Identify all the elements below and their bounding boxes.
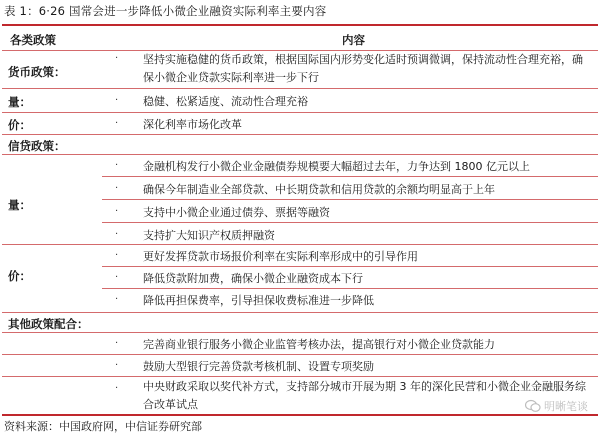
- row-rule: [2, 112, 598, 113]
- row-rule: [2, 312, 598, 313]
- header-policy-type: 各类政策: [10, 33, 56, 47]
- table-bottom-rule: [2, 414, 598, 416]
- row-rule: [2, 354, 598, 355]
- bullet: ·: [115, 160, 119, 171]
- bullet: ·: [115, 183, 119, 194]
- sub-row-rule: [102, 199, 598, 200]
- source-note: 资料来源：中国政府网，中信证券研究部: [4, 420, 202, 433]
- wechat-icon: [525, 399, 541, 413]
- watermark: [525, 398, 588, 414]
- sub-row-rule: [102, 266, 598, 267]
- row-rule: [2, 134, 598, 135]
- row-rule: [2, 154, 598, 155]
- bullet: ·: [115, 229, 119, 240]
- bullet: ·: [115, 294, 119, 305]
- table-title: 表 1：6·26 国常会进一步降低小微企业融资实际利率主要内容: [4, 4, 327, 18]
- category-monetary: 货币政策：: [8, 65, 66, 79]
- item-monetary-1: 坚持实施稳健的货币政策，根据国际国内形势变化适时预调微调，保持流动性合理充裕，确保小微企业贷款实际利率进一步下行: [143, 53, 583, 84]
- policy-table: [2, 24, 598, 414]
- row-rule: [2, 244, 598, 245]
- item-credit-price-1: 更好发挥贷款市场报价利率在实际利率形成中的引导作用: [143, 250, 418, 263]
- bullet: ·: [115, 338, 119, 349]
- table-header-row: [2, 28, 598, 50]
- sub-row-rule: [102, 288, 598, 289]
- category-other: 其他政策配合：: [8, 317, 89, 331]
- item-credit-quantity-1: 金融机构发行小微企业金融债券规模要大幅超过去年，力争达到 1800 亿元以上: [143, 160, 530, 173]
- watermark-text: 明晰笔谈: [544, 400, 588, 413]
- bullet: ·: [115, 250, 119, 261]
- category-monetary-price: 价：: [8, 118, 31, 132]
- sub-row-rule: [102, 176, 598, 177]
- sub-row-rule: [102, 222, 598, 223]
- bullet: ·: [115, 206, 119, 217]
- bullet: ·: [115, 383, 119, 394]
- bullet: ·: [115, 272, 119, 283]
- row-rule: [2, 376, 598, 377]
- item-monetary-quantity-1: 稳健、松紧适度、流动性合理充裕: [143, 95, 308, 108]
- bullet: ·: [115, 118, 119, 129]
- bullet: ·: [115, 53, 119, 64]
- bullet: ·: [115, 360, 119, 371]
- category-monetary-quantity: 量：: [8, 95, 31, 109]
- item-other-1: 完善商业银行服务小微企业监管考核办法，提高银行对小微企业贷款能力: [143, 338, 495, 351]
- bullet: ·: [115, 95, 119, 106]
- row-rule: [2, 88, 598, 89]
- table-top-rule: [2, 24, 598, 26]
- item-credit-quantity-4: 支持扩大知识产权质押融资: [143, 229, 275, 242]
- item-credit-price-2: 降低贷款附加费，确保小微企业融资成本下行: [143, 272, 363, 285]
- category-credit-quantity: 量：: [8, 198, 31, 212]
- category-credit: 信贷政策：: [8, 139, 66, 153]
- item-monetary-price-1: 深化利率市场化改革: [143, 118, 242, 131]
- item-credit-quantity-2: 确保今年制造业全部贷款、中长期贷款和信用贷款的余额均明显高于上年: [143, 183, 495, 196]
- item-credit-price-3: 降低再担保费率，引导担保收费标准进一步降低: [143, 294, 374, 307]
- item-other-3: 中央财政采取以奖代补方式，支持部分城市开展为期 3 年的深化民营和小微企业金融服务综合改革试点: [143, 380, 586, 411]
- item-credit-quantity-3: 支持中小微企业通过债券、票据等融资: [143, 206, 330, 219]
- header-content: 内容: [342, 33, 365, 47]
- row-rule: [2, 332, 598, 333]
- item-other-2: 鼓励大型银行完善贷款考核机制、设置专项奖励: [143, 360, 374, 373]
- category-credit-price: 价：: [8, 269, 31, 283]
